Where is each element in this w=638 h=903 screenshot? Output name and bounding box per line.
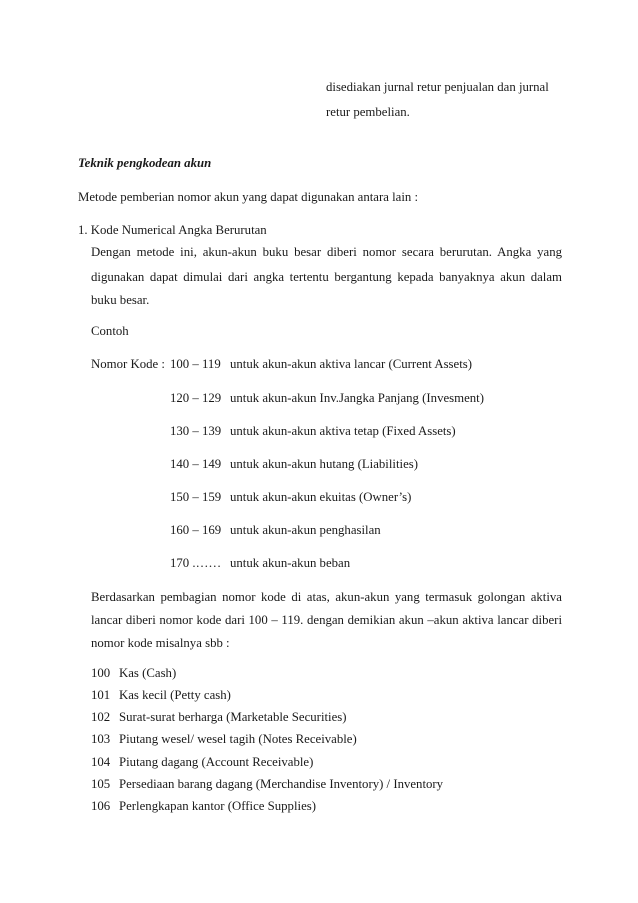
code-range-desc: untuk akun-akun aktiva tetap (Fixed Assets): [230, 424, 456, 438]
example-label: Contoh: [91, 324, 129, 338]
account-name: Kas kecil (Petty cash): [119, 688, 231, 702]
code-range: 150 – 159: [170, 490, 222, 504]
account-number: 105: [91, 777, 111, 791]
code-range: 160 – 169: [170, 523, 222, 537]
account-number: 100: [91, 666, 111, 680]
top-line-2: retur pembelian.: [326, 105, 410, 119]
conclusion-line-3: nomor kode misalnya sbb :: [91, 636, 230, 650]
account-number: 103: [91, 732, 111, 746]
account-name: Kas (Cash): [119, 666, 177, 680]
account-number: 104: [91, 755, 111, 769]
code-range: 100 – 119: [170, 357, 221, 371]
account-name: Piutang wesel/ wesel tagih (Notes Receivable): [119, 732, 357, 746]
code-range: 170 .……: [170, 556, 222, 570]
code-range-desc: untuk akun-akun ekuitas (Owner’s): [230, 490, 412, 504]
code-range-desc: untuk akun-akun Inv.Jangka Panjang (Invesment): [230, 391, 484, 405]
account-name: Surat-surat berharga (Marketable Securities): [119, 710, 347, 724]
conclusion-line-1: Berdasarkan pembagian nomor kode di atas, akun-akun yang termasuk golongan aktiva: [91, 590, 562, 604]
top-line-1: disediakan jurnal retur penjualan dan jurnal: [326, 80, 549, 94]
account-name: Piutang dagang (Account Receivable): [119, 755, 314, 769]
section-heading: Teknik pengkodean akun: [78, 156, 212, 170]
code-range: 130 – 139: [170, 424, 222, 438]
account-number: 106: [91, 799, 111, 813]
code-range: 140 – 149: [170, 457, 222, 471]
account-number: 102: [91, 710, 111, 724]
method-title: 1. Kode Numerical Angka Berurutan: [78, 223, 267, 237]
code-range-desc: untuk akun-akun beban: [230, 556, 351, 570]
code-range: 120 – 129: [170, 391, 222, 405]
intro-text: Metode pemberian nomor akun yang dapat digunakan antara lain :: [78, 190, 419, 204]
account-name: Persediaan barang dagang (Merchandise Inventory) / Inventory: [119, 777, 444, 791]
code-range-desc: untuk akun-akun hutang (Liabilities): [230, 457, 418, 471]
method-para-line-1: Dengan metode ini, akun-akun buku besar diberi nomor secara berurutan. Angka yang: [91, 245, 562, 259]
method-para-line-2: digunakan dapat dimulai dari angka tertentu bergantung kepada banyaknya akun dalam: [91, 270, 562, 284]
code-label: Nomor Kode :: [91, 357, 165, 371]
conclusion-line-2: lancar diberi nomor kode dari 100 – 119. dengan demikian akun –akun aktiva lancar diberi: [91, 613, 562, 627]
account-name: Perlengkapan kantor (Office Supplies): [119, 799, 316, 813]
code-range-desc: untuk akun-akun penghasilan: [230, 523, 381, 537]
code-range-desc: untuk akun-akun aktiva lancar (Current Assets): [230, 357, 473, 371]
account-number: 101: [91, 688, 111, 702]
method-para-line-3: buku besar.: [91, 293, 150, 307]
